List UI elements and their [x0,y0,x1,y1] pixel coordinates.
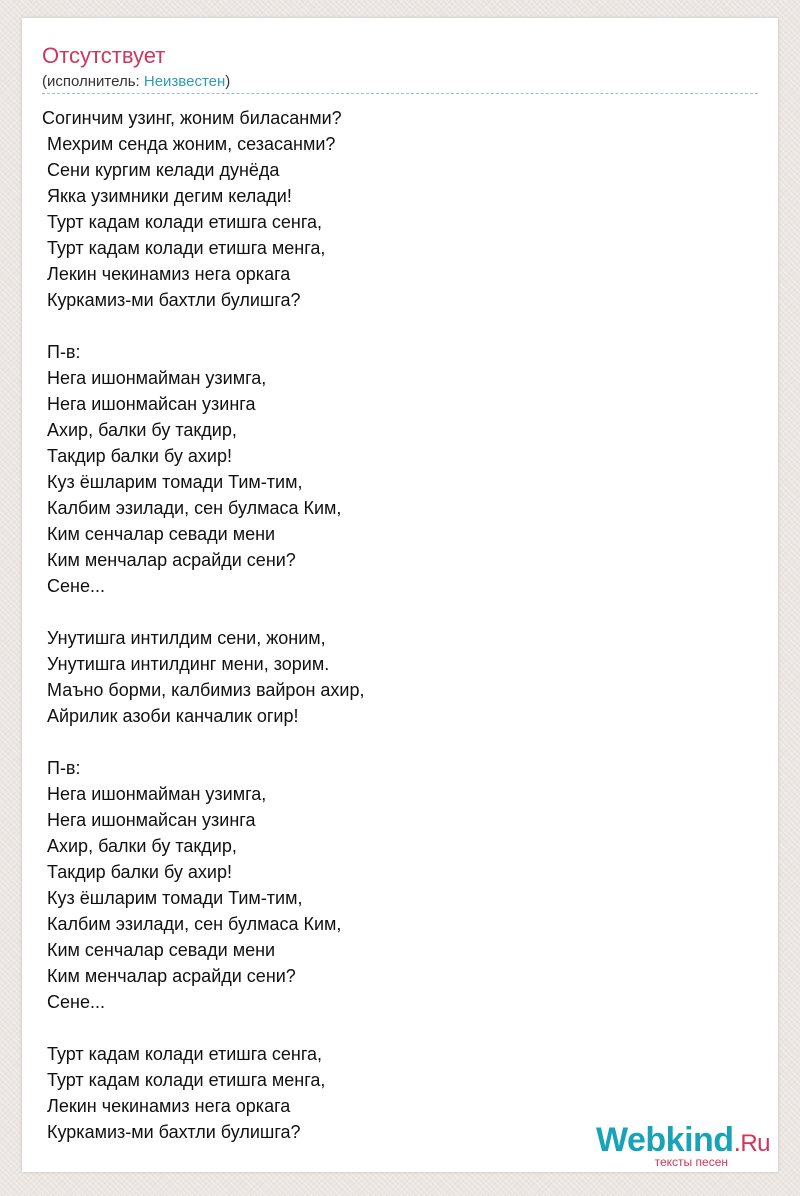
lyric-line: Ахир, балки бу такдир, [42,420,237,440]
artist-link[interactable]: Неизвестен [143,73,226,90]
logo-dot: . [733,1127,741,1157]
lyric-line: Сени кургим келади дунёда [42,160,280,180]
lyric-line: Ким сенчалар севади мени [42,940,276,960]
lyric-line: Куз ёшларим томади Тим-тим, [42,888,303,908]
lyric-line: Куркамиз-ми бахтли булишга? [42,290,301,310]
song-title: Отсутствует [42,43,166,68]
lyric-line: Ким сенчалар севади мени [42,524,276,544]
lyric-line: Куз ёшларим томади Тим-тим, [42,472,303,492]
lyric-line: Согинчим узинг, жоним биласанми? [42,108,342,128]
lyric-line: Айрилик азоби канчалик огир! [42,706,299,726]
lyric-line: Ахир, балки бу такдир, [42,836,237,856]
lyric-line: Унутишга интилдинг мени, зорим. [42,654,330,674]
artist-suffix: ) [225,73,231,90]
lyric-line: Ким менчалар асрайди сени? [42,550,296,570]
lyric-line: Нега ишонмайман узимга, [42,368,267,388]
lyric-line: Турт кадам колади етишга менга, [42,1070,326,1090]
lyric-line: Маъно борми, калбимиз вайрон ахир, [42,680,365,700]
lyric-line: П-в: [42,342,81,362]
lyric-line: Лекин чекинамиз нега оркага [42,1096,291,1116]
divider [42,93,758,94]
lyric-line: Лекин чекинамиз нега оркага [42,264,291,284]
lyric-line: Турт кадам колади етишга сенга, [42,1044,323,1064]
lyric-line: Мехрим сенда жоним, сезасанми? [42,134,336,154]
logo-brand: Webkind [596,1121,734,1159]
lyric-line: Нега ишонмайсан узинга [42,810,256,830]
lyric-line: Нега ишонмайман узимга, [42,784,267,804]
artist-prefix: (исполнитель: [42,73,144,90]
lyric-line: Сене... [42,576,105,596]
lyric-line: Калбим эзилади, сен булмаса Ким, [42,914,342,934]
lyric-line: Турт кадам колади етишга менга, [42,238,326,258]
logo-tld: Ru [740,1130,770,1157]
artist-line [42,72,230,92]
site-logo[interactable] [596,1122,770,1168]
logo-tagline: тексты песен [654,1155,728,1169]
lyric-line: Унутишга интилдим сени, жоним, [42,628,326,648]
lyrics-body [42,105,364,1145]
stanza-break [42,599,364,625]
lyric-line: Сене... [42,992,105,1012]
lyric-line: Куркамиз-ми бахтли булишга? [42,1122,301,1142]
lyrics-card [22,18,778,1172]
lyric-line: Турт кадам колади етишга сенга, [42,212,323,232]
lyric-line: Такдир балки бу ахир! [42,446,232,466]
stanza-break [42,1015,364,1041]
lyric-line: Такдир балки бу ахир! [42,862,232,882]
lyric-line: П-в: [42,758,81,778]
lyric-line: Калбим эзилади, сен булмаса Ким, [42,498,342,518]
lyric-line: Ким менчалар асрайди сени? [42,966,296,986]
lyric-line: Нега ишонмайсан узинга [42,394,256,414]
stanza-break [42,729,364,755]
stanza-break [42,313,364,339]
lyric-line: Якка узимники дегим келади! [42,186,292,206]
